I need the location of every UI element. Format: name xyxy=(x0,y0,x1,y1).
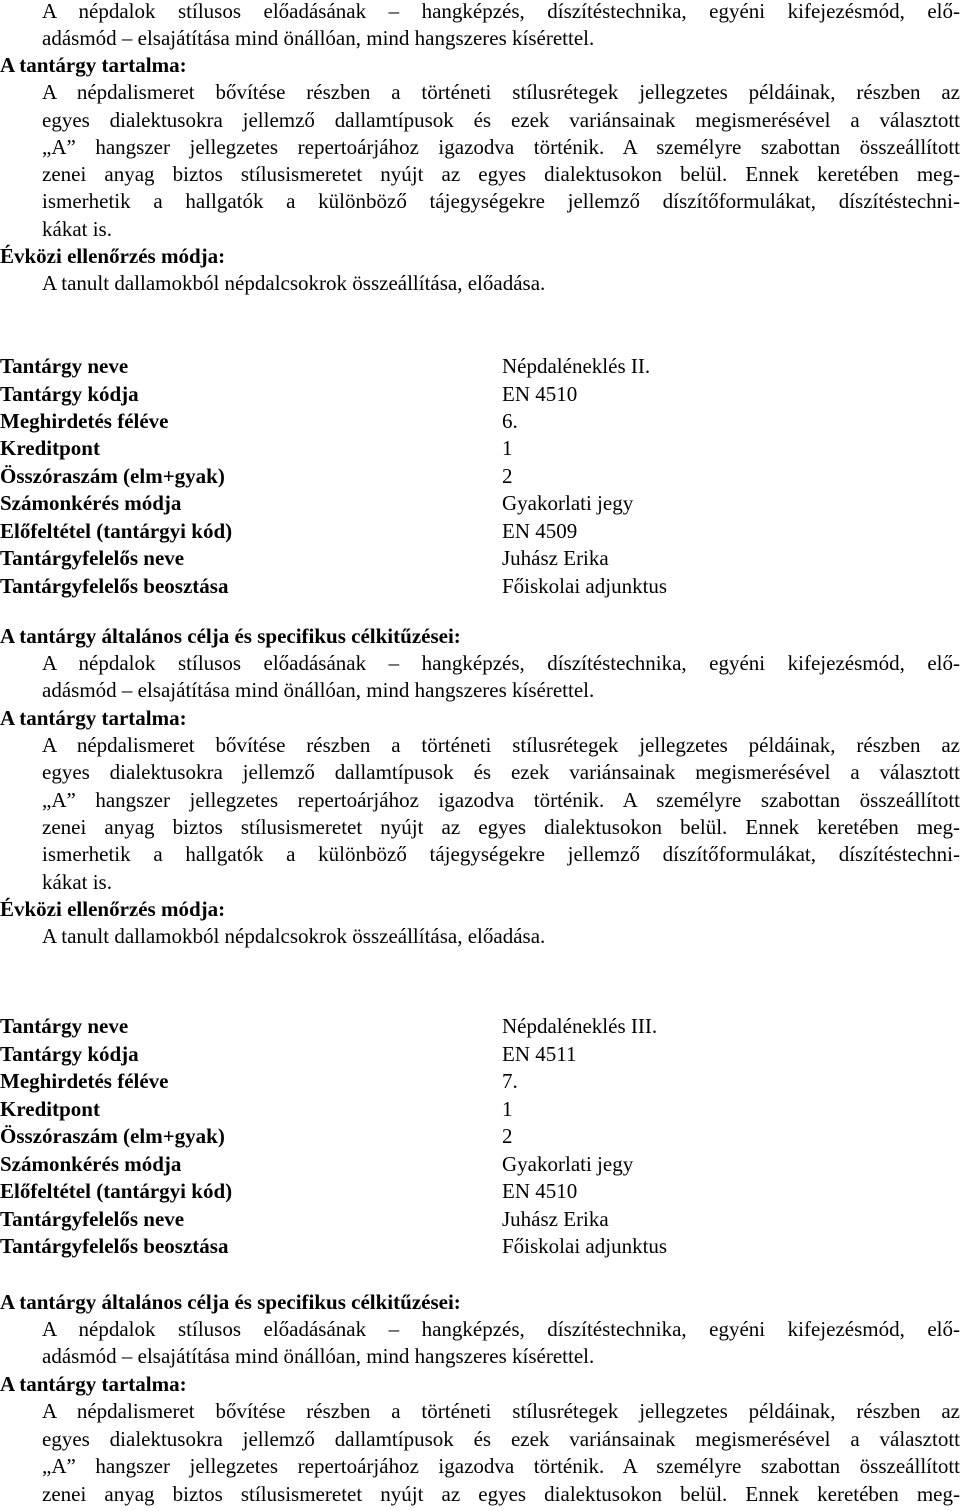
row-value: Gyakorlati jegy xyxy=(502,491,634,515)
row-value: Főiskolai adjunktus xyxy=(502,574,668,598)
row-value: EN 4509 xyxy=(502,519,578,543)
row-value: 1 xyxy=(502,436,513,460)
goal-line: A népdalok stílusos előadásának – hangképzés, díszítéstechnika, egyéni kifejezésmód, elő- xyxy=(42,0,960,23)
row-value: EN 4510 xyxy=(502,1179,578,1203)
row-label: Tantárgy neve xyxy=(0,1014,129,1038)
content-line: „A” hangszer jellegzetes repertoárjához igazodva történik. A személyre szabottan összeállított xyxy=(42,1454,960,1478)
content-line: zenei anyag biztos stílusismeretet nyújt az egyes dialektusokon belül. Ennek keretében meg- xyxy=(42,815,960,839)
content-line: „A” hangszer jellegzetes repertoárjához igazodva történik. A személyre szabottan összeállított xyxy=(42,788,960,812)
content-heading: A tantárgy tartalma: xyxy=(0,53,187,77)
row-value: Gyakorlati jegy xyxy=(502,1152,634,1176)
row-label: Tantárgyfelelős neve xyxy=(0,1207,185,1231)
row-label: Összóraszám (elm+gyak) xyxy=(0,464,225,488)
row-label: Kreditpont xyxy=(0,436,100,460)
row-label: Meghirdetés féléve xyxy=(0,1069,169,1093)
row-value: 2 xyxy=(502,1124,513,1148)
row-value: 1 xyxy=(502,1097,513,1121)
goal-line: A népdalok stílusos előadásának – hangképzés, díszítéstechnika, egyéni kifejezésmód, elő- xyxy=(42,651,960,675)
content-heading: A tantárgy tartalma: xyxy=(0,706,187,730)
eval-heading: Évközi ellenőrzés módja: xyxy=(0,244,226,268)
row-label: Tantárgyfelelős beosztása xyxy=(0,574,229,598)
row-label: Előfeltétel (tantárgyi kód) xyxy=(0,1179,233,1203)
row-label: Számonkérés módja xyxy=(0,1152,182,1176)
row-value: 6. xyxy=(502,409,518,433)
content-line: egyes dialektusokra jellemző dallamtípusok és ezek variánsainak megismerésével a választott xyxy=(42,760,960,784)
row-label: Tantárgy kódja xyxy=(0,1042,139,1066)
row-value: Népdaléneklés II. xyxy=(502,354,651,378)
goal-heading: A tantárgy általános célja és specifikus célkitűzései: xyxy=(0,1290,461,1314)
eval-text: A tanult dallamokból népdalcsokrok összeállítása, előadása. xyxy=(42,924,546,948)
row-label: Kreditpont xyxy=(0,1097,100,1121)
content-line: ismerhetik a hallgatók a különböző tájegységekre jellemző díszítőformulákat, díszítéstechni- xyxy=(42,842,960,866)
row-value: Juhász Erika xyxy=(502,546,609,570)
row-label: Meghirdetés féléve xyxy=(0,409,169,433)
row-value: Népdaléneklés III. xyxy=(502,1014,658,1038)
row-label: Összóraszám (elm+gyak) xyxy=(0,1124,225,1148)
row-label: Számonkérés módja xyxy=(0,491,182,515)
content-line: kákat is. xyxy=(42,870,112,894)
row-value: Főiskolai adjunktus xyxy=(502,1234,668,1258)
content-line: zenei anyag biztos stílusismeretet nyújt az egyes dialektusokon belül. Ennek keretében meg- xyxy=(42,1482,960,1506)
goal-line: adásmód – elsajátítása mind önállóan, mind hangszeres kísérettel. xyxy=(42,678,595,702)
row-label: Tantárgyfelelős neve xyxy=(0,546,185,570)
content-line: egyes dialektusokra jellemző dallamtípusok és ezek variánsainak megismerésével a választott xyxy=(42,1427,960,1451)
goal-line: adásmód – elsajátítása mind önállóan, mind hangszeres kísérettel. xyxy=(42,1344,595,1368)
goal-line: A népdalok stílusos előadásának – hangképzés, díszítéstechnika, egyéni kifejezésmód, elő- xyxy=(42,1317,960,1341)
row-label: Tantárgy neve xyxy=(0,354,129,378)
content-line: ismerhetik a hallgatók a különböző tájegységekre jellemző díszítőformulákat, díszítéstechni- xyxy=(42,189,960,213)
row-value: 2 xyxy=(502,464,513,488)
row-label: Tantárgy kódja xyxy=(0,382,139,406)
content-line: A népdalismeret bővítése részben a történeti stílusrétegek jellegzetes példáinak, részben az xyxy=(42,733,960,757)
row-value: EN 4510 xyxy=(502,382,578,406)
content-line: A népdalismeret bővítése részben a történeti stílusrétegek jellegzetes példáinak, részben az xyxy=(42,80,960,104)
content-line: egyes dialektusokra jellemző dallamtípusok és ezek variánsainak megismerésével a választott xyxy=(42,108,960,132)
eval-text: A tanult dallamokból népdalcsokrok összeállítása, előadása. xyxy=(42,271,546,295)
content-line: „A” hangszer jellegzetes repertoárjához igazodva történik. A személyre szabottan összeállított xyxy=(42,135,960,159)
row-value: Juhász Erika xyxy=(502,1207,609,1231)
row-label: Előfeltétel (tantárgyi kód) xyxy=(0,519,233,543)
goal-heading: A tantárgy általános célja és specifikus célkitűzései: xyxy=(0,624,461,648)
content-heading: A tantárgy tartalma: xyxy=(0,1372,187,1396)
content-line: zenei anyag biztos stílusismeretet nyújt az egyes dialektusokon belül. Ennek keretében meg- xyxy=(42,162,960,186)
row-value: EN 4511 xyxy=(502,1042,577,1066)
content-line: kákat is. xyxy=(42,217,112,241)
content-line: A népdalismeret bővítése részben a történeti stílusrétegek jellegzetes példáinak, részben az xyxy=(42,1399,960,1423)
goal-line: adásmód – elsajátítása mind önállóan, mind hangszeres kísérettel. xyxy=(42,26,595,50)
eval-heading: Évközi ellenőrzés módja: xyxy=(0,897,226,921)
row-label: Tantárgyfelelős beosztása xyxy=(0,1234,229,1258)
row-value: 7. xyxy=(502,1069,518,1093)
